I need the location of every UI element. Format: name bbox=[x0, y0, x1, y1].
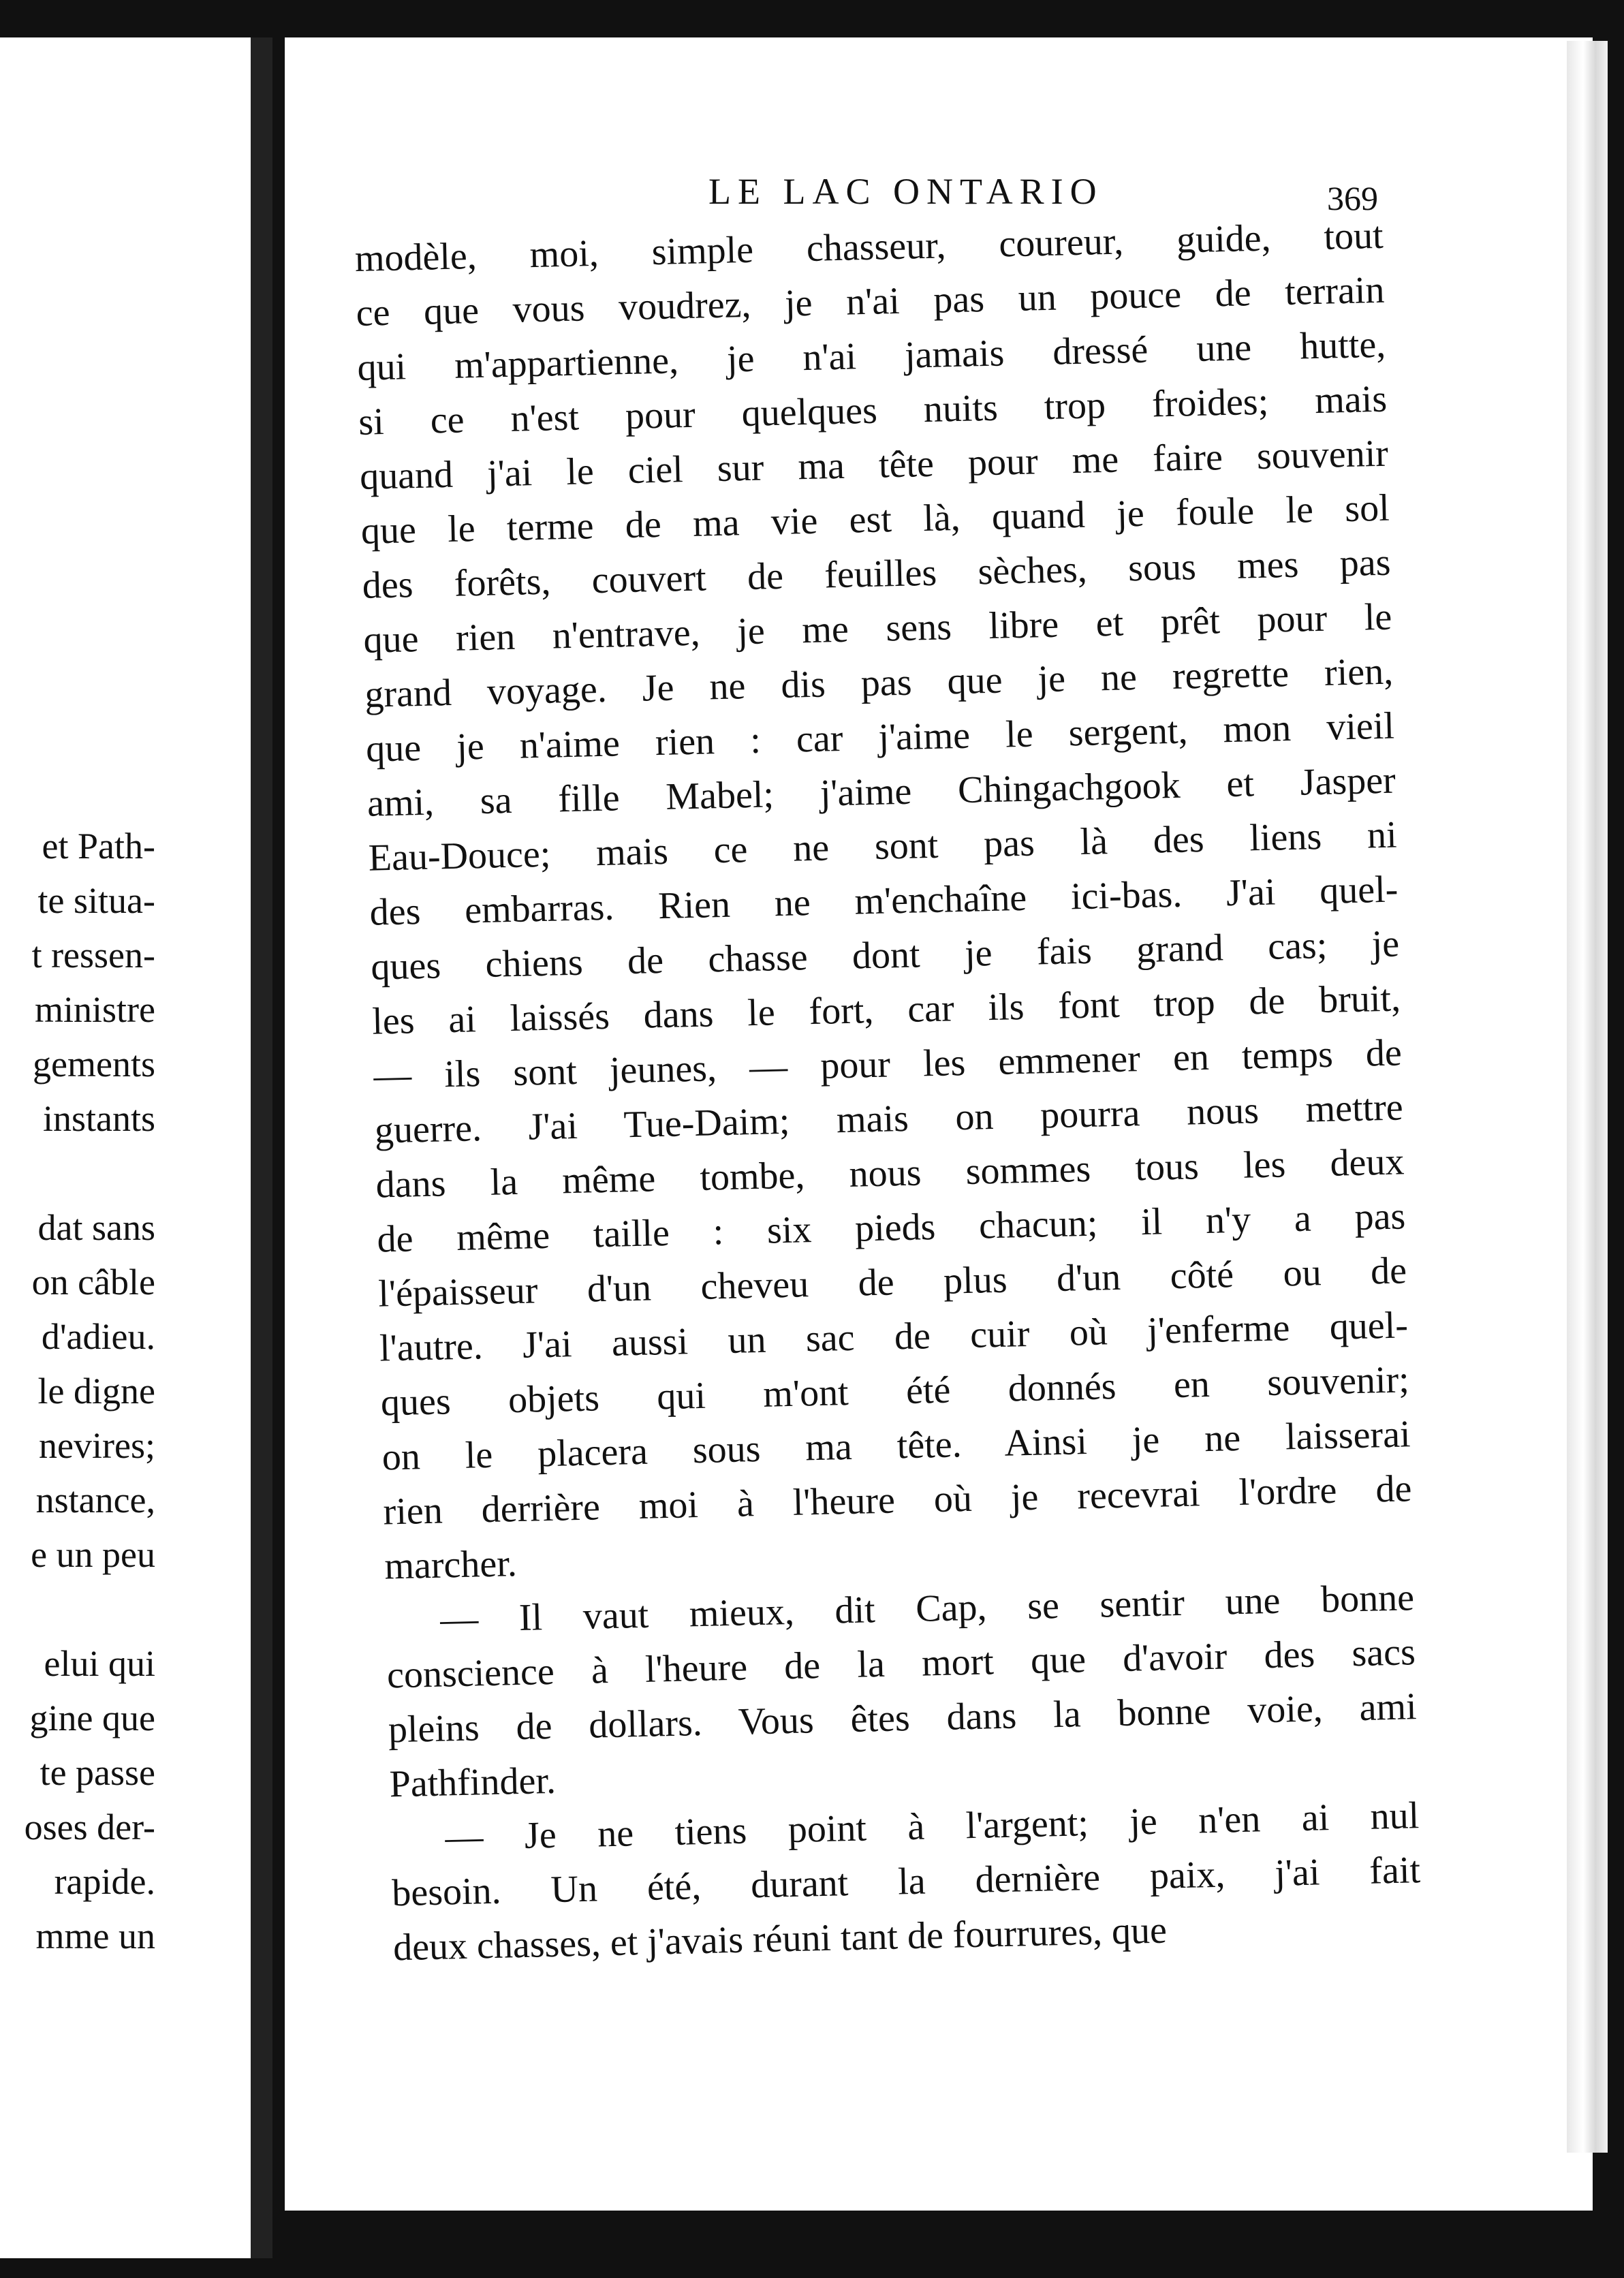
left-page-line: ministre bbox=[35, 989, 155, 1030]
page-edge bbox=[1567, 41, 1608, 2153]
text-line: dans la même tombe, nous sommes tous les deux bbox=[375, 1140, 1405, 1206]
text-line: pleins de dollars. Vous êtes dans la bonne voie, ami bbox=[388, 1685, 1418, 1751]
text-line: deux chasses, et j'avais réuni tant de fourrures, que bbox=[392, 1909, 1168, 1969]
left-page-line: nevires; bbox=[39, 1425, 155, 1466]
text-line: si ce n'est pour quelques nuits trop froides; mais bbox=[358, 377, 1388, 443]
text-line: de même taille : six pieds chacun; il n'y a pas bbox=[376, 1195, 1406, 1261]
left-page-line: instants bbox=[42, 1098, 155, 1139]
left-page-line: oses der- bbox=[24, 1807, 155, 1847]
text-line: qui m'appartienne, je n'ai jamais dressé une hutte, bbox=[356, 323, 1386, 389]
left-page-line: nstance, bbox=[35, 1480, 155, 1520]
left-page bbox=[0, 37, 257, 2258]
book-gutter bbox=[251, 37, 272, 2258]
text-line: besoin. Un été, durant la dernière paix, j'ai fait bbox=[391, 1849, 1421, 1915]
left-page-line: gements bbox=[33, 1044, 155, 1085]
text-line: l'épaisseur d'un cheveu de plus d'un côté ou de bbox=[377, 1249, 1407, 1315]
text-line: — Il vaut mieux, dit Cap, se sentir une bonne bbox=[439, 1576, 1415, 1641]
left-page-line: d'adieu. bbox=[41, 1316, 155, 1357]
left-page-line: rapide. bbox=[54, 1861, 155, 1902]
text-line: marcher. bbox=[384, 1542, 518, 1588]
text-line: des forêts, couvert de feuilles sèches, sous mes pas bbox=[362, 541, 1392, 607]
left-page-line: mme un bbox=[35, 1916, 155, 1956]
text-line: Pathfinder. bbox=[389, 1759, 557, 1806]
text-line: on le placera sous ma tête. Ainsi je ne laisserai bbox=[381, 1413, 1411, 1479]
left-page-line: elui qui bbox=[44, 1643, 155, 1684]
text-line: que je n'aime rien : car j'aime le sergent, mon vieil bbox=[365, 704, 1395, 770]
text-line: que le terme de ma vie est là, quand je foule le sol bbox=[360, 486, 1390, 552]
text-line: conscience à l'heure de la mort que d'avoir des sacs bbox=[386, 1631, 1416, 1697]
page-number: 369 bbox=[1327, 179, 1378, 217]
text-line: — Je ne tiens point à l'argent; je n'en ai nul bbox=[444, 1794, 1420, 1859]
text-line: ami, sa fille Mabel; j'aime Chingachgook et Jasper bbox=[366, 759, 1396, 825]
text-line: grand voyage. Je ne dis pas que je ne regrette rien, bbox=[364, 650, 1394, 716]
text-line: des embarras. Rien ne m'enchaîne ici-bas. J'ai quel- bbox=[369, 868, 1399, 934]
left-page-line: t ressen- bbox=[31, 935, 155, 976]
text-line: ce que vous voudrez, je n'ai pas un pouce de terrain bbox=[356, 268, 1386, 334]
text-line: — ils sont jeunes, — pour les emmener en temps de bbox=[373, 1031, 1403, 1097]
left-page-line: dat sans bbox=[37, 1207, 155, 1248]
text-line: rien derrière moi à l'heure où je recevrai l'ordre de bbox=[382, 1467, 1412, 1533]
left-page-line: le digne bbox=[37, 1371, 155, 1411]
text-line: les ai laissés dans le fort, car ils font trop de bruit, bbox=[371, 977, 1401, 1043]
text-line: que rien n'entrave, je me sens libre et prêt pour le bbox=[362, 595, 1392, 661]
left-page-line: et Path- bbox=[42, 826, 155, 867]
left-page-line: te situa- bbox=[37, 880, 155, 921]
text-line: modèle, moi, simple chasseur, coureur, guide, tout bbox=[354, 214, 1384, 280]
text-line: Eau-Douce; mais ce ne sont pas là des liens ni bbox=[368, 813, 1398, 879]
text-line: ques chiens de chasse dont je fais grand cas; je bbox=[370, 922, 1400, 988]
text-line: ques objets qui m'ont été donnés en souvenir; bbox=[380, 1358, 1410, 1424]
text-line: quand j'ai le ciel sur ma tête pour me faire souvenir bbox=[359, 432, 1389, 498]
left-page-line: te passe bbox=[40, 1752, 155, 1793]
body-text bbox=[354, 208, 1422, 1976]
text-line: guerre. J'ai Tue-Daim; mais on pourra nous mettre bbox=[374, 1086, 1404, 1152]
left-page-line: gine que bbox=[29, 1698, 155, 1738]
text-line: l'autre. J'ai aussi un sac de cuir où j'enferme quel- bbox=[379, 1304, 1409, 1370]
left-page-line: on câble bbox=[31, 1262, 155, 1302]
left-page-line: e un peu bbox=[31, 1534, 155, 1575]
running-head: LE LAC ONTARIO bbox=[708, 171, 1104, 212]
